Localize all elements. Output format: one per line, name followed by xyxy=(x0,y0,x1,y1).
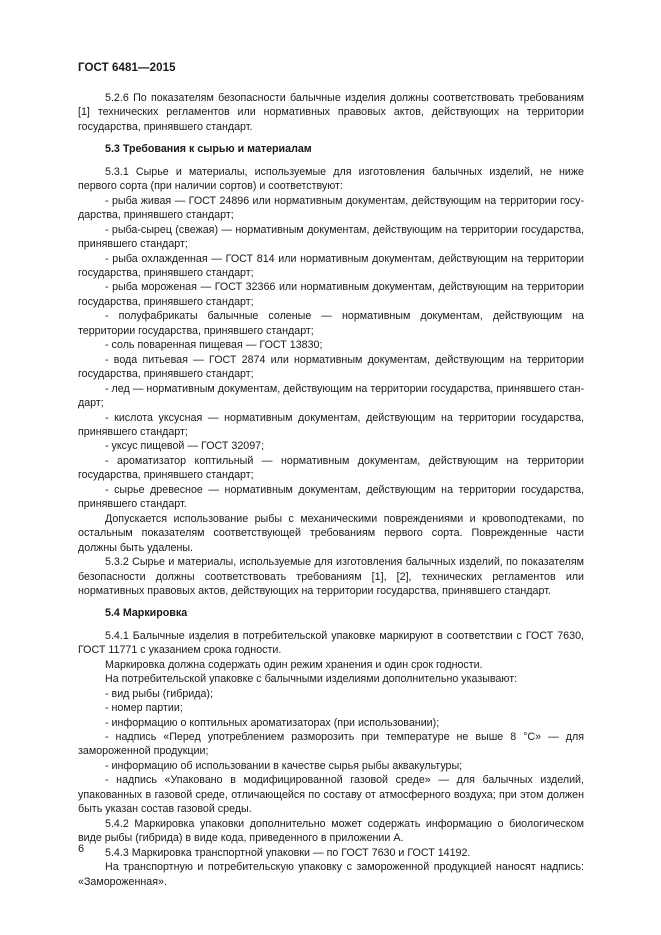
paragraph-5-4-1: 5.4.1 Балычные изделия в потребительской упаковке маркируют в соответствии с ГОСТ 7630, ГОСТ 11771 с указанием срока годности. xyxy=(78,629,584,657)
list-item: - соль поваренная пищевая — ГОСТ 13830; xyxy=(105,339,323,352)
list-item: - лед — нормативным документам, действующим на территории государства, принявшего стандарт; xyxy=(78,382,584,410)
list-item: - рыба-сырец (свежая) — нормативным документам, действующим на территории государства, принявшего стандарт; xyxy=(78,223,584,251)
list-item: - надпись «Перед употреблением разморозить при температуре не выше 8 °С» — для замороженной продукции; xyxy=(78,731,584,758)
document-body xyxy=(78,91,584,889)
list-item: - номер партии; xyxy=(105,702,183,715)
paragraph-5-4-1-additional: На потребительской упаковке с балычными изделиями дополнительно указывают: xyxy=(105,673,518,686)
list-item: - информацию об использовании в качестве сырья рыбы аквакультуры; xyxy=(105,759,463,772)
list-item: - полуфабрикаты балычные соленые — нормативным документам, действующим на территории государства, принявшего стандарт; xyxy=(78,310,584,337)
list-item: - рыба мороженая — ГОСТ 32366 или нормативным документам, действующим на территории государства, принявшего стандарт; xyxy=(78,281,584,308)
list-item: - вид рыбы (гибрида); xyxy=(105,687,213,700)
paragraph-5-4-2: 5.4.2 Маркировка упаковки дополнительно может содержать информацию о биологическом виде рыбы (гибрида) в виде кода, приведенного в приложении А. xyxy=(78,817,584,845)
paragraph-5-4-3: 5.4.3 Маркировка транспортной упаковки — по ГОСТ 7630 и ГОСТ 14192. xyxy=(105,846,471,859)
paragraph-5-3-1: 5.3.1 Сырье и материалы, используемые для изготовления балычных изделий, не ниже первого сорта (при наличии сортов) и соответствуют: xyxy=(78,165,584,193)
paragraph-5-2-6: 5.2.6 По показателям безопасности балычные изделия должны соответствовать требованиям [1] технических регламентов или нормативных правовых актов, действующих на территории государства, принявшего стандарт. xyxy=(78,92,584,133)
list-item: - ароматизатор коптильный — нормативным документам, действующим на территории государства, принявшего стандарт; xyxy=(78,454,584,482)
list-item: - рыба охлажденная — ГОСТ 814 или нормативным документам, действующим на территории государства, принявшего стандарт; xyxy=(78,252,584,279)
paragraph-5-4-1-storage: Маркировка должна содержать один режим хранения и один срок годности. xyxy=(105,658,483,671)
list-item: - рыба живая — ГОСТ 24896 или нормативным документам, действующим на территории государства, принявшего стандарт; xyxy=(78,194,584,222)
list-item: - информацию о коптильных ароматизаторах (при использовании); xyxy=(105,716,440,729)
list-item: - кислота уксусная — нормативным документам, действующим на территории государства, принявшего стандарт; xyxy=(78,411,584,438)
paragraph-allowed-defects: Допускается использование рыбы с механическими повреждениями и кровоподтеками, по остальным показателям соответствующей требованиям первого сорта. Поврежденные части должны быть удалены. xyxy=(78,512,584,554)
document-header: ГОСТ 6481—2015 xyxy=(78,62,176,74)
section-heading-5-3: 5.3 Требования к сырью и материалам xyxy=(105,143,312,156)
list-item: - сырье древесное — нормативным документам, действующим на территории государства, принявшего стандарт. xyxy=(78,483,584,511)
paragraph-5-3-2: 5.3.2 Сырье и материалы, используемые для изготовления балычных изделий, по показателям безопасности должны соответствовать требованиям [1], [2], технических регламентов или нормативных правовых актов, действующих на территории государства, принявшего стандарт. xyxy=(78,556,584,597)
list-item: - надпись «Упаковано в модифицированной газовой среде» — для балычных изделий, упакованных в газовой среде, отличающейся по составу от атмосферного воздуха; при этом должен быть указан состав газовой среды. xyxy=(78,774,584,816)
section-heading-5-4: 5.4 Маркировка xyxy=(105,607,188,620)
page-number: 6 xyxy=(78,843,85,855)
list-item: - уксус пищевой — ГОСТ 32097; xyxy=(105,440,265,453)
list-item: - вода питьевая — ГОСТ 2874 или нормативным документам, действующим на территории государства, принявшего стандарт; xyxy=(78,353,584,381)
paragraph-5-4-3-frozen: На транспортную и потребительскую упаковку с замороженной продукцией наносят надпись: «Замороженная». xyxy=(78,861,584,888)
